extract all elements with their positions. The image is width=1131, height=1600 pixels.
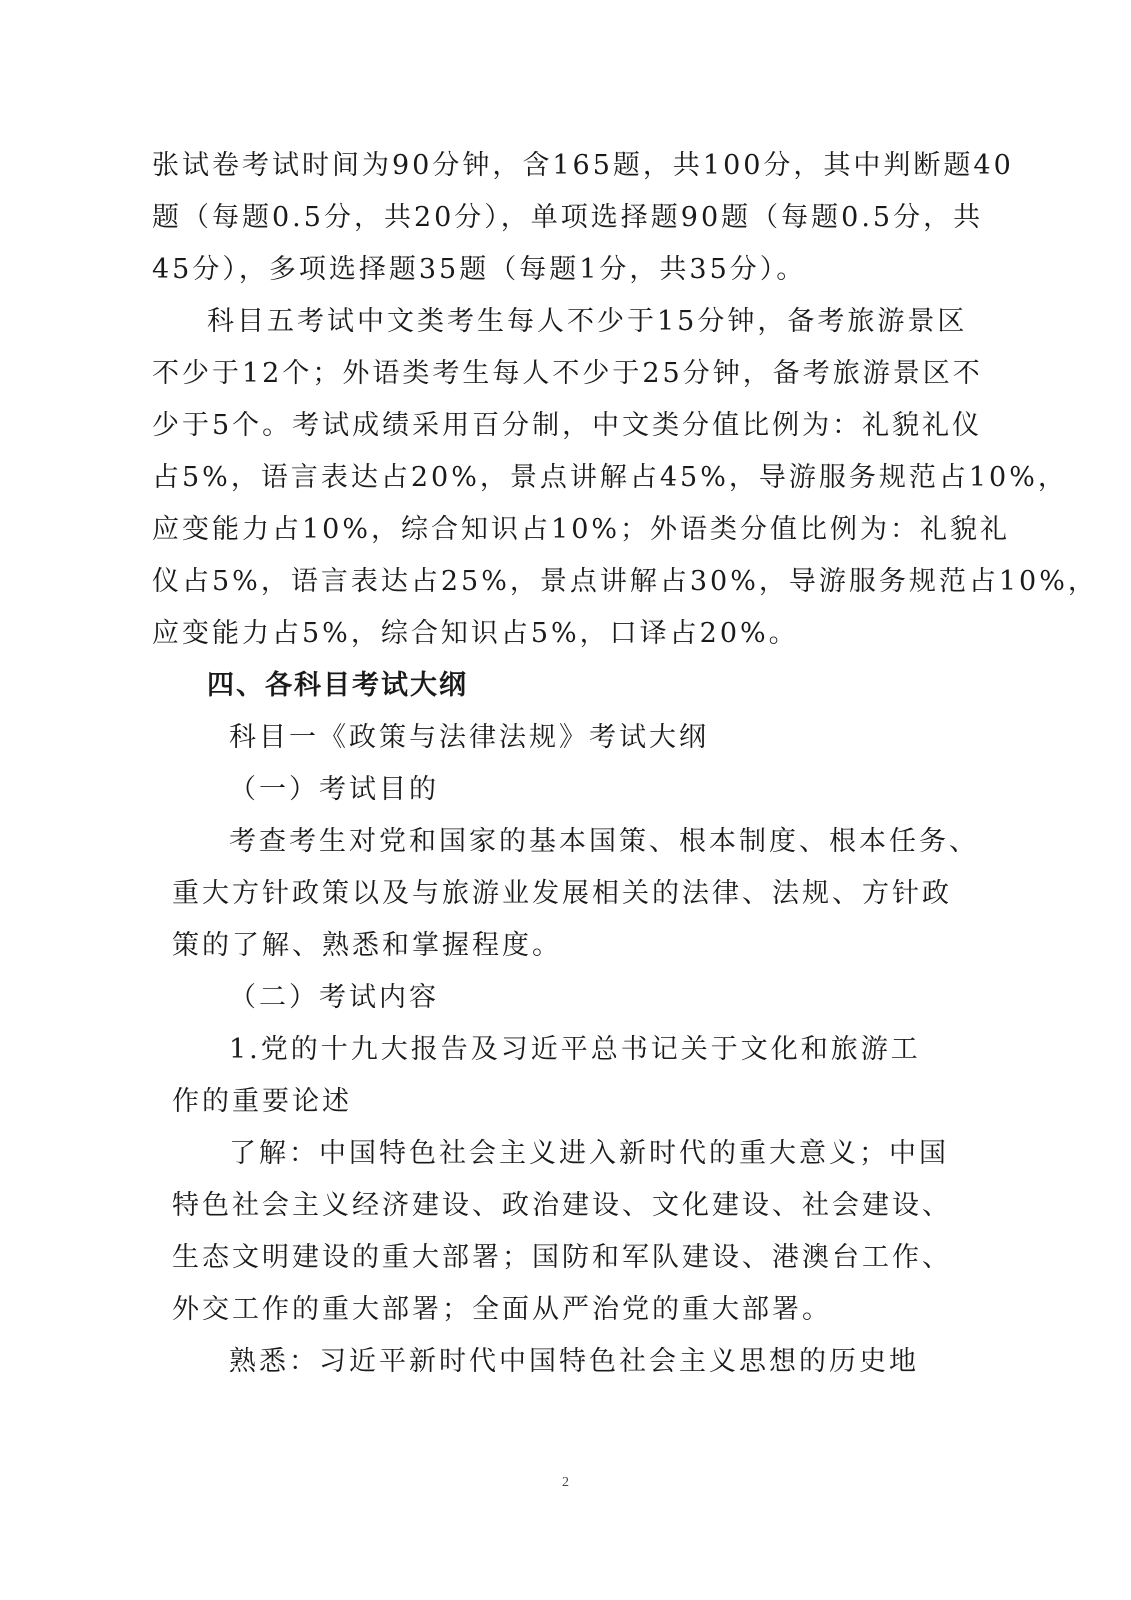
text-line: 张试卷考试时间为90分钟，含165题，共100分，其中判断题40 [152, 150, 1014, 181]
text-line: 仪占5%，语言表达占25%，景点讲解占30%，导游服务规范占10%， [152, 566, 1098, 597]
text-line: 特色社会主义经济建设、政治建设、文化建设、社会建设、 [172, 1190, 952, 1221]
text-line: 外交工作的重大部署；全面从严治党的重大部署。 [172, 1294, 832, 1325]
text-line: 少于5个。考试成绩采用百分制，中文类分值比例为：礼貌礼仪 [152, 410, 983, 441]
text-line: 了解：中国特色社会主义进入新时代的重大意义；中国 [229, 1138, 949, 1169]
text-line: 作的重要论述 [172, 1086, 352, 1117]
text-line: 占5%，语言表达占20%，景点讲解占45%，导游服务规范占10%， [152, 462, 1068, 493]
subject-heading: 科目一《政策与法律法规》考试大纲 [229, 722, 709, 753]
subsection-heading: （二）考试内容 [229, 982, 439, 1013]
text-line: 科目五考试中文类考生每人不少于15分钟，备考旅游景区 [207, 306, 968, 337]
text-line: 题（每题0.5分，共20分），单项选择题90题（每题0.5分，共 [152, 202, 984, 233]
text-line: 1.党的十九大报告及习近平总书记关于文化和旅游工 [229, 1034, 921, 1065]
text-line: 熟悉：习近平新时代中国特色社会主义思想的历史地 [229, 1346, 919, 1377]
section-heading: 四、各科目考试大纲 [207, 670, 468, 701]
text-line: 生态文明建设的重大部署；国防和军队建设、港澳台工作、 [172, 1242, 952, 1273]
text-line: 策的了解、熟悉和掌握程度。 [172, 930, 562, 961]
text-line: 不少于12个；外语类考生每人不少于25分钟，备考旅游景区不 [152, 358, 983, 389]
text-line: 45分），多项选择题35题（每题1分，共35分）。 [152, 254, 807, 285]
text-line: 应变能力占10%，综合知识占10%；外语类分值比例为：礼貌礼 [152, 514, 1011, 545]
page-number: 2 [562, 1475, 569, 1490]
text-line: 重大方针政策以及与旅游业发展相关的法律、法规、方针政 [172, 878, 952, 909]
text-line: 应变能力占5%，综合知识占5%，口译占20%。 [152, 618, 799, 649]
text-line: 考查考生对党和国家的基本国策、根本制度、根本任务、 [229, 826, 979, 857]
subsection-heading: （一）考试目的 [229, 774, 439, 805]
